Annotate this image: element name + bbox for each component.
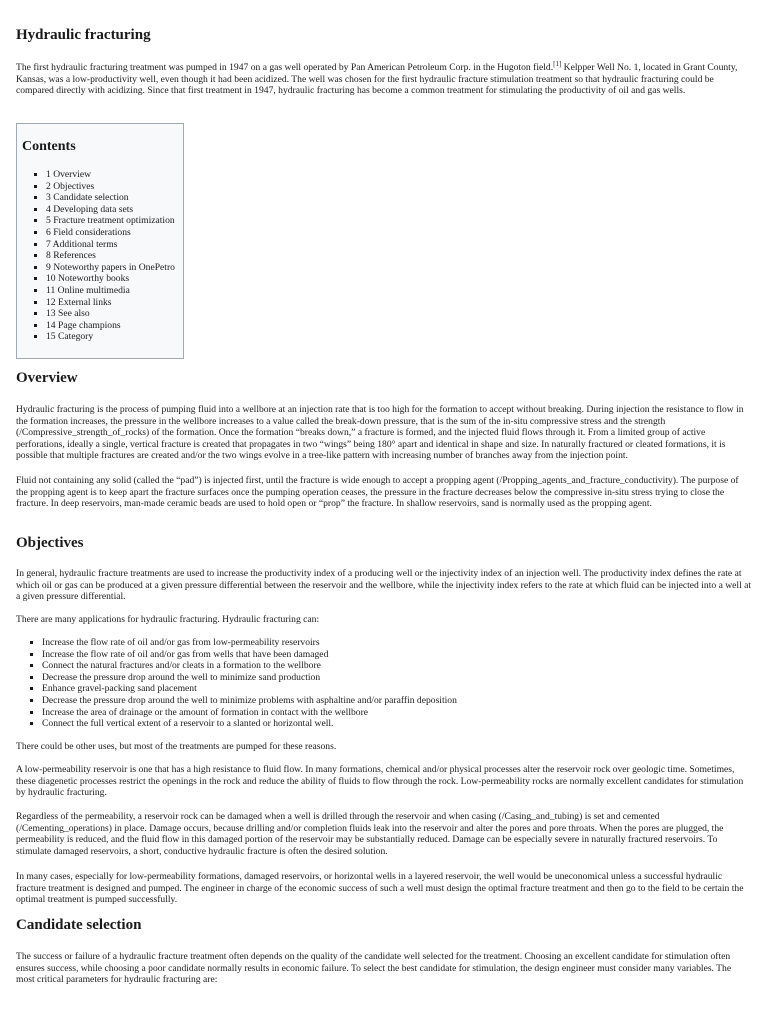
- objectives-heading: Objectives: [16, 535, 84, 551]
- list-item: ▪ Connect the full vertical extent of a reservoir to a slanted or horizontal well.: [42, 718, 768, 730]
- toc-item-page-champions[interactable]: ▪ 14 Page champions: [46, 320, 175, 332]
- page-title: Hydraulic fracturing: [16, 27, 151, 43]
- objectives-paragraph-4: A low-permeability reservoir is one that has a high resistance to fluid flow. In many formations, chemical and/or physical processes alter the reservoir rock over geologic time. Sometimes, these diagenetic processes restrict the openings in the rock and reduce the ability of fluids to flow through the rock. Low-permeability rocks are normally excellent candidates for stimulation by hydraulic fracturing.: [16, 764, 744, 799]
- intro-text-a: The first hydraulic fracturing treatment was pumped in 1947 on a gas well operated by Pan American Petroleum Corp. in the Hugoton field.: [16, 62, 554, 73]
- toc-list: [32, 169, 175, 343]
- list-item: ▪ Decrease the pressure drop around the well to minimize problems with asphaltine and/or paraffin deposition: [42, 695, 768, 707]
- list-item: ▪ Connect the natural fractures and/or cleats in a formation to the wellbore: [42, 660, 768, 672]
- objectives-paragraph-5: Regardless of the permeability, a reservoir rock can be damaged when a well is drilled through the reservoir and when casing (/Casing_and_tubing) is set and cemented (/Cementing_operations) in place. Damage occurs, because drilling and/or completion fluids leak into the reservoir and alter the pores and pore throats. When the pores are plugged, the permeability is reduced, and the fluid flow in this damaged portion of the reservoir may be substantially reduced. Damage can be especially severe in naturally fractured reservoirs. To stimulate damaged reservoirs, a short, conductive hydraulic fracture is often the desired solution.: [16, 811, 724, 857]
- intro-text-b: Kelpper Well No. 1, located in Grant County, Kansas, was a low-productivity well, even though it had been acidized. The well was chosen for the first hydraulic fracture stimulation treatment so that hydraulic fracturing could be compared directly with acidizing. Since that first treatment in 1947, hydraulic fracturing has become a common treatment for stimulating the productivity of oil and gas wells.: [16, 62, 738, 97]
- objectives-paragraph-1: In general, hydraulic fracture treatments are used to increase the productivity index of a producing well or the injectivity index of an injection well. The productivity index defines the rate at which oil or gas can be produced at a given pressure differential between the reservoir and the wellbore, while the injectivity index refers to the rate at which fluid can be injected into a well at a given pressure differential.: [16, 568, 752, 603]
- toc-item-see-also[interactable]: ▪ 13 See also: [46, 308, 175, 320]
- toc-item-overview[interactable]: ▪ 1 Overview: [46, 169, 175, 181]
- reference-link[interactable]: [1]: [553, 59, 562, 68]
- toc-item-fracture-treatment-optimization[interactable]: ▪ 5 Fracture treatment optimization: [46, 215, 175, 227]
- toc-item-candidate-selection[interactable]: ▪ 3 Candidate selection: [46, 192, 175, 204]
- candidate-selection-paragraph-1: The success or failure of a hydraulic fracture treatment often depends on the quality of the candidate well selected for the treatment. Choosing an excellent candidate for stimulation often ensures success, while choosing a poor candidate normally results in economic failure. To select the best candidate for stimulation, the design engineer must consider many variables. The most critical parameters for hydraulic fracturing are:: [16, 951, 732, 986]
- overview-paragraph-2: Fluid not containing any solid (called the “pad”) is injected first, until the fracture is wide enough to accept a propping agent (/Propping_agents_and_fracture_conductivity). The purpose of the propping agent is to keep apart the fracture surfaces once the pumping operation ceases, the pressure in the fracture decreases below the compressive in-situ stress trying to close the fracture. In deep reservoirs, man-made ceramic beads are used to hold open or “prop” the fracture. In shallow reservoirs, sand is normally used as the propping agent.: [16, 475, 739, 510]
- overview-paragraph-1: Hydraulic fracturing is the process of pumping fluid into a wellbore at an injection rate that is too high for the formation to accept without breaking. During injection the resistance to flow in the formation increases, the pressure in the wellbore increases to a value called the break-down pressure, that is the sum of the in-situ compressive stress and the strength (/Compressive_strength_of_rocks) of the formation. Once the formation “breaks down,” a fracture is formed, and the injected fluid flows through it. From a limited group of active perforations, ideally a single, vertical fracture is created that propagates in two “wings” being 180° apart and identical in shape and size. In naturally fractured or cleated formations, it is possible that multiple fractures are created and/or the two wings evolve in a tree-like pattern with increasing number of branches away from the injection point.: [16, 404, 744, 462]
- toc-heading: Contents: [22, 139, 76, 154]
- list-item: ▪ Enhance gravel-packing sand placement: [42, 683, 768, 695]
- list-item: ▪ Increase the flow rate of oil and/or gas from wells that have been damaged: [42, 649, 768, 661]
- toc-item-online-multimedia[interactable]: ▪ 11 Online multimedia: [46, 285, 175, 297]
- applications-list: [16, 637, 768, 730]
- toc-item-field-considerations[interactable]: ▪ 6 Field considerations: [46, 227, 175, 239]
- overview-heading: Overview: [16, 370, 78, 386]
- toc-item-additional-terms[interactable]: ▪ 7 Additional terms: [46, 239, 175, 251]
- toc-item-developing-data-sets[interactable]: ▪ 4 Developing data sets: [46, 204, 175, 216]
- toc-item-references[interactable]: ▪ 8 References: [46, 250, 175, 262]
- objectives-paragraph-2: There are many applications for hydraulic fracturing. Hydraulic fracturing can:: [16, 614, 320, 625]
- list-item: ▪ Increase the area of drainage or the amount of formation in contact with the wellbore: [42, 707, 768, 719]
- candidate-selection-heading: Candidate selection: [16, 917, 142, 933]
- toc-item-noteworthy-papers[interactable]: ▪ 9 Noteworthy papers in OnePetro: [46, 262, 175, 274]
- toc-item-category[interactable]: ▪ 15 Category: [46, 331, 175, 343]
- toc-item-external-links[interactable]: ▪ 12 External links: [46, 297, 175, 309]
- toc-item-noteworthy-books[interactable]: ▪ 10 Noteworthy books: [46, 273, 175, 285]
- list-item: ▪ Decrease the pressure drop around the well to minimize sand production: [42, 672, 768, 684]
- objectives-paragraph-6: In many cases, especially for low-permeability formations, damaged reservoirs, or horizontal wells in a layered reservoir, the well would be uneconomical unless a successful hydraulic fracture treatment is designed and pumped. The engineer in charge of the economic success of such a well must design the optimal fracture treatment and then go to the field to be certain the optimal treatment is pumped successfully.: [16, 871, 744, 906]
- toc-item-objectives[interactable]: ▪ 2 Objectives: [46, 181, 175, 193]
- list-item: ▪ Increase the flow rate of oil and/or gas from low-permeability reservoirs: [42, 637, 768, 649]
- intro-paragraph: [16, 59, 752, 97]
- objectives-paragraph-3: There could be other uses, but most of the treatments are pumped for these reasons.: [16, 741, 337, 752]
- table-of-contents: [16, 123, 184, 359]
